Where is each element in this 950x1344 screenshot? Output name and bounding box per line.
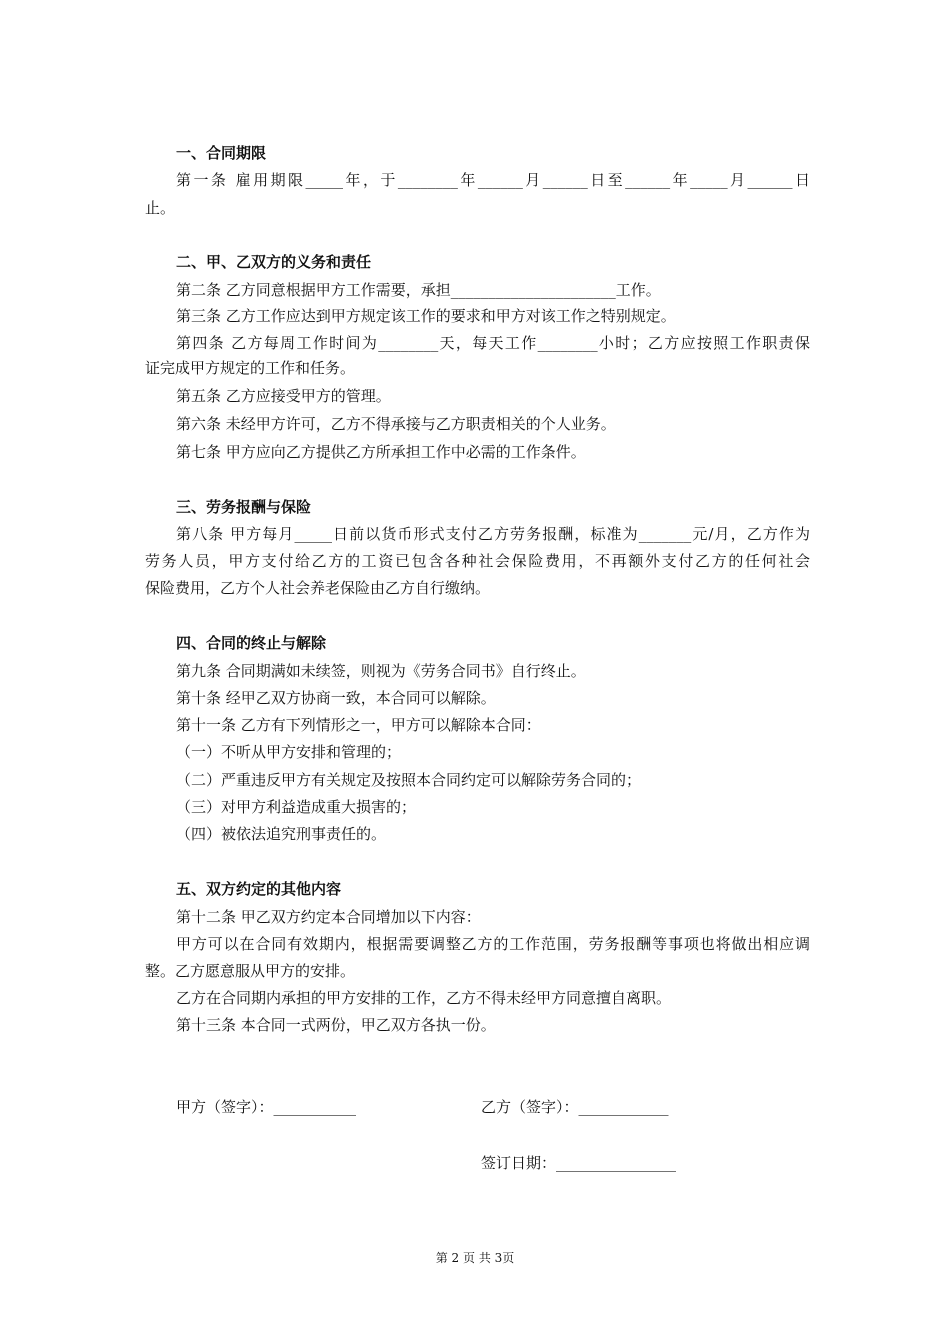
article-2: 第二条 乙方同意根据甲方工作需要，承担______________________工作。 <box>176 281 661 299</box>
article-9: 第九条 合同期满如未续签，则视为《劳务合同书》自行终止。 <box>176 662 586 680</box>
party-b-signature: 乙方（签字）：____________ <box>481 1098 669 1116</box>
article-8-line-1: 第八条 甲方每月_____日前以货币形式支付乙方劳务报酬，标准为_______元/月，乙方作为 <box>176 525 810 543</box>
article-11-item-4: （四）被依法追究刑事责任的。 <box>176 825 387 843</box>
article-8-line-2: 劳务人员，甲方支付给乙方的工资已包含各种社会保险费用，不再额外支付乙方的任何社会 <box>145 552 810 570</box>
section-heading-termination: 四、合同的终止与解除 <box>176 634 327 652</box>
other-para-1-line-1: 甲方可以在合同有效期内，根据需要调整乙方的工作范围，劳务报酬等事项也将做出相应调 <box>176 935 810 953</box>
other-para-1-line-2: 整。乙方愿意服从甲方的安排。 <box>145 962 356 980</box>
article-11-item-3: （三）对甲方利益造成重大损害的； <box>176 798 417 816</box>
signing-date: 签订日期：________________ <box>481 1154 677 1172</box>
party-a-signature: 甲方（签字）：___________ <box>176 1098 357 1116</box>
other-para-2: 乙方在合同期内承担的甲方安排的工作，乙方不得未经甲方同意擅自离职。 <box>176 989 672 1007</box>
article-5: 第五条 乙方应接受甲方的管理。 <box>176 387 391 405</box>
article-4-line-2: 证完成甲方规定的工作和任务。 <box>145 359 356 377</box>
article-1-line-2: 止。 <box>145 199 176 217</box>
article-11: 第十一条 乙方有下列情形之一，甲方可以解除本合同： <box>176 716 541 734</box>
section-heading-other: 五、双方约定的其他内容 <box>176 880 342 898</box>
section-heading-duties: 二、甲、乙双方的义务和责任 <box>176 253 372 271</box>
article-10: 第十条 经甲乙双方协商一致，本合同可以解除。 <box>176 689 496 707</box>
article-11-item-2: （二）严重违反甲方有关规定及按照本合同约定可以解除劳务合同的； <box>176 771 642 789</box>
article-7: 第七条 甲方应向乙方提供乙方所承担工作中必需的工作条件。 <box>176 443 586 461</box>
section-heading-term: 一、合同期限 <box>176 144 267 162</box>
article-11-item-1: （一）不听从甲方安排和管理的； <box>176 743 402 761</box>
section-heading-pay: 三、劳务报酬与保险 <box>176 498 312 516</box>
article-1-line-1: 第一条 雇用期限_____年，于________年______月______日至______年_____月______日 <box>176 171 810 189</box>
article-12: 第十二条 甲乙双方约定本合同增加以下内容： <box>176 908 481 926</box>
article-13: 第十三条 本合同一式两份，甲乙双方各执一份。 <box>176 1016 496 1034</box>
article-4-line-1: 第四条 乙方每周工作时间为________天，每天工作________小时；乙方应按照工作职责保 <box>176 334 810 352</box>
article-3: 第三条 乙方工作应达到甲方规定该工作的要求和甲方对该工作之特别规定。 <box>176 307 676 325</box>
page-number: 第 2 页 共 3页 <box>435 1251 515 1265</box>
article-6: 第六条 未经甲方许可，乙方不得承接与乙方职责相关的个人业务。 <box>176 415 616 433</box>
article-8-line-3: 保险费用，乙方个人社会养老保险由乙方自行缴纳。 <box>145 579 491 597</box>
